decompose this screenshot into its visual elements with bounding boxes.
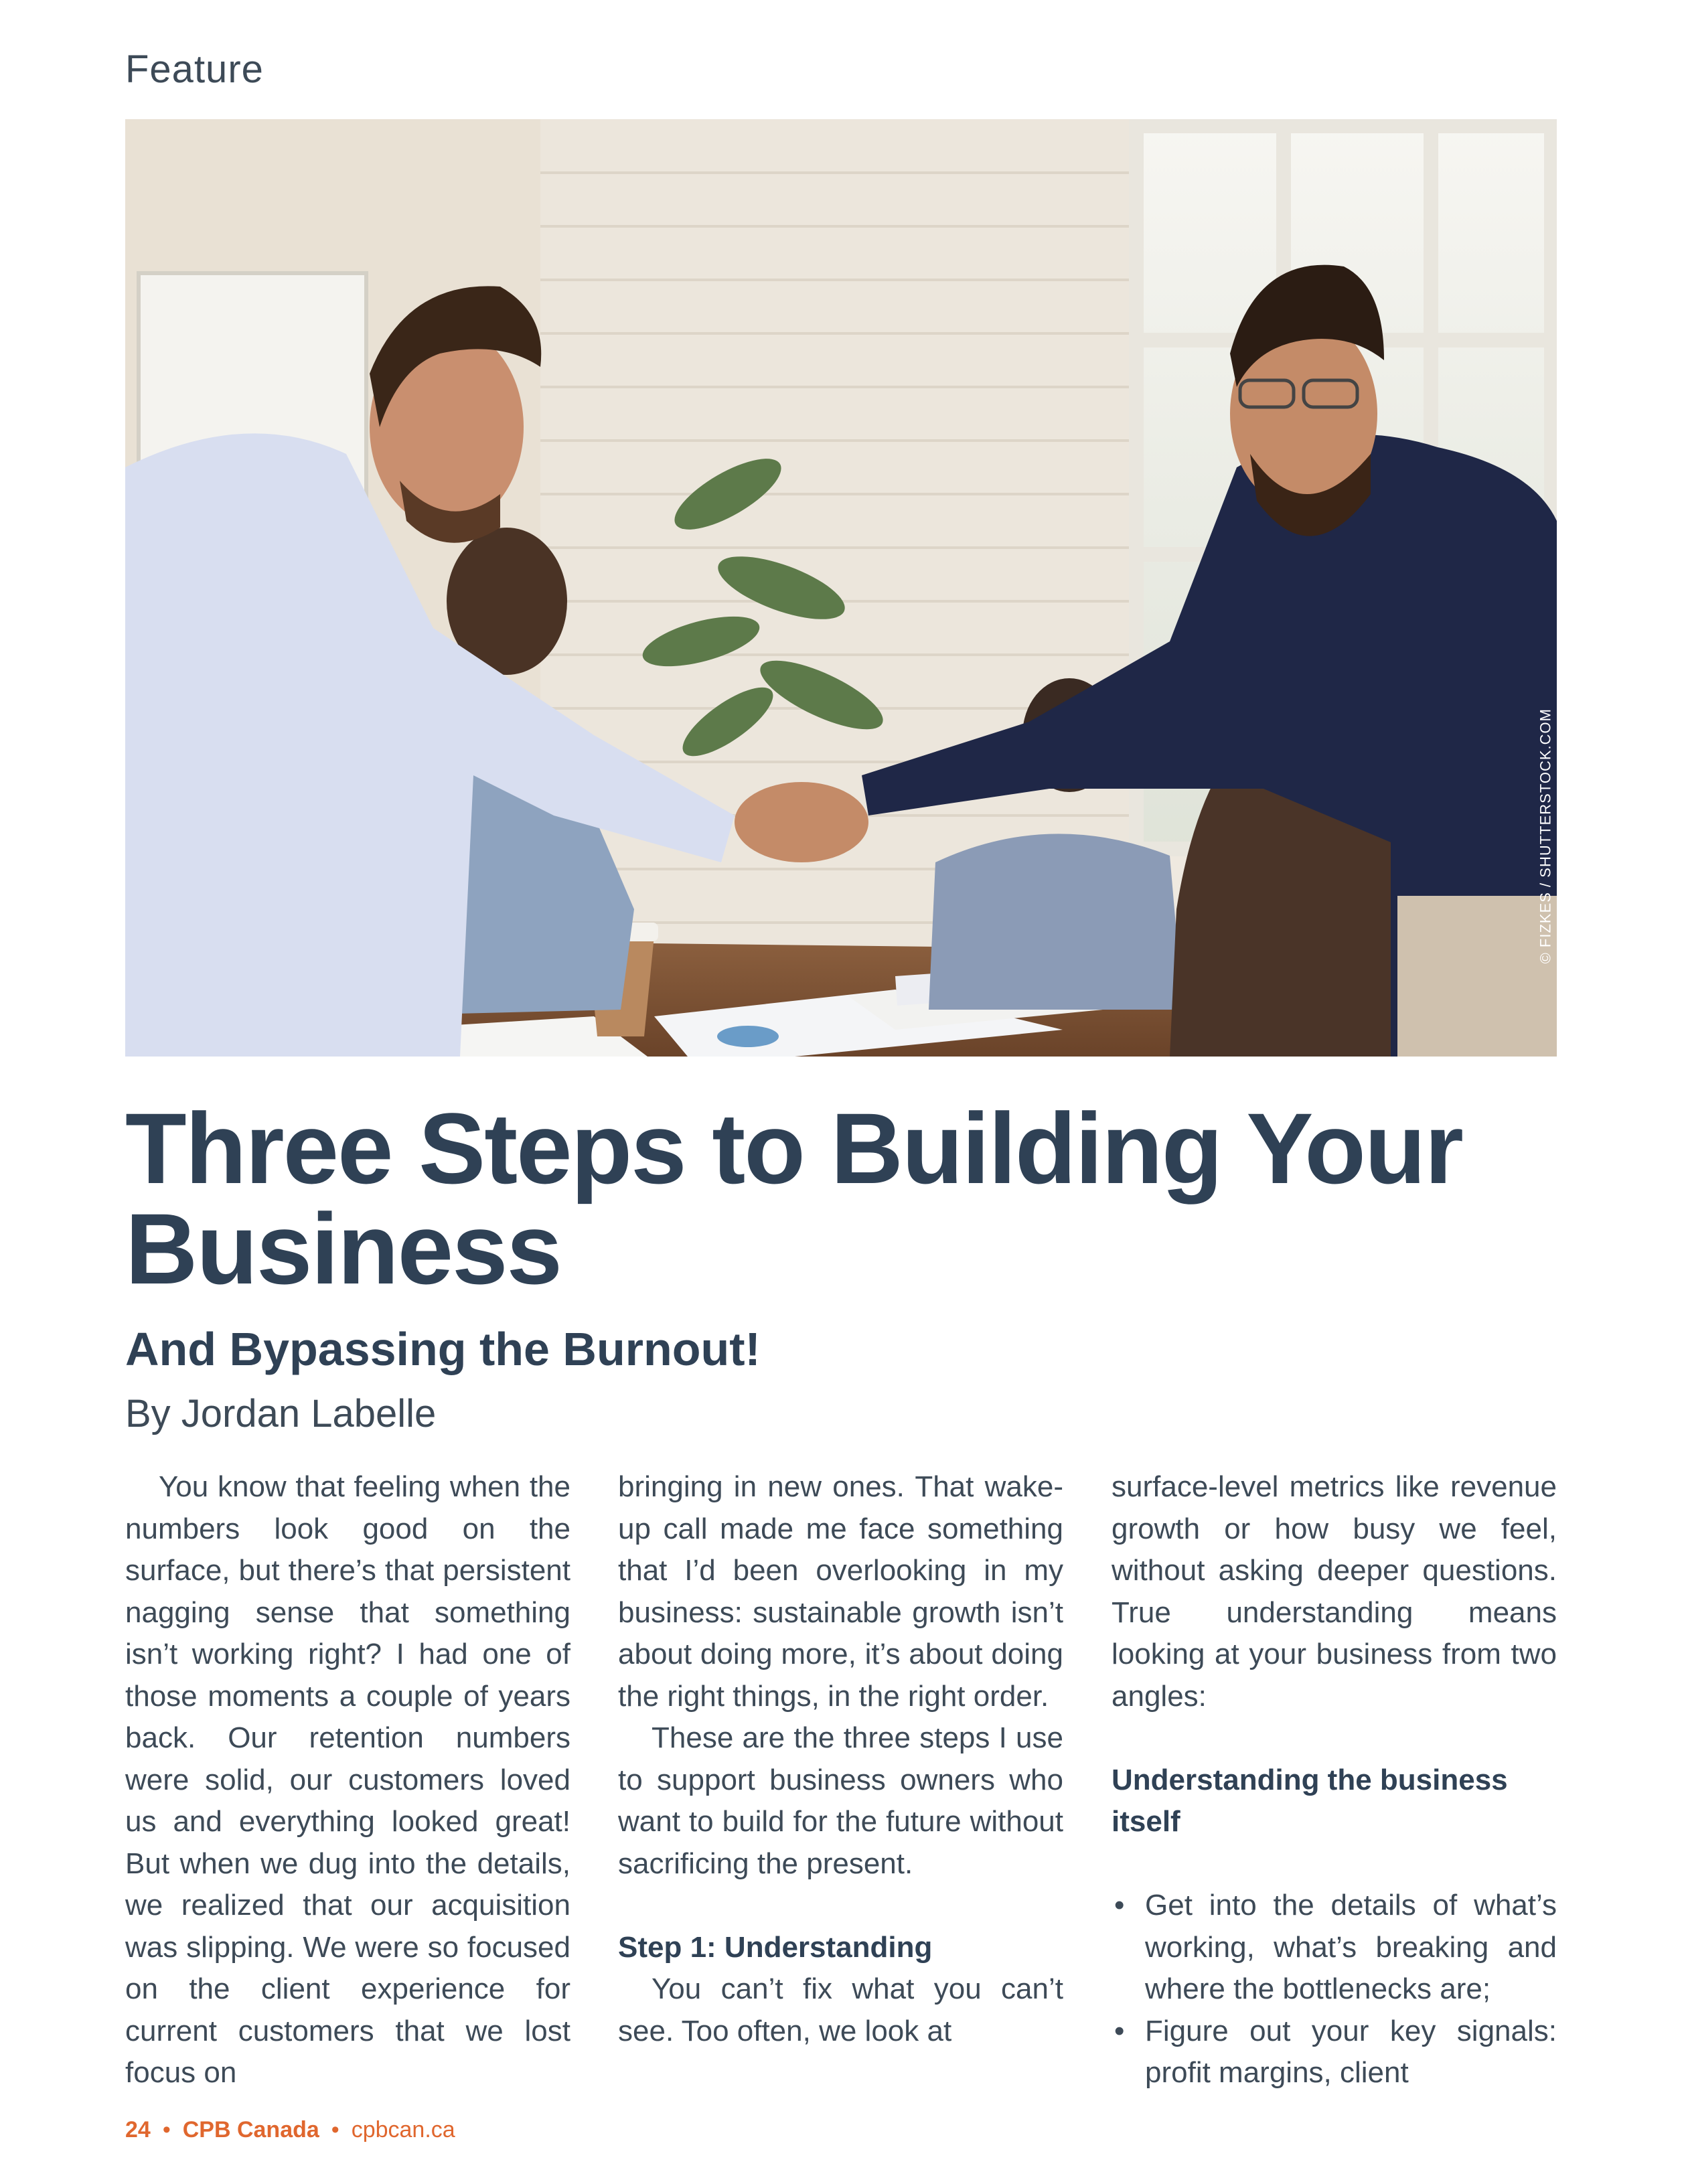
spacer: [618, 1885, 1063, 1927]
section-label: Feature: [125, 48, 264, 91]
article-column-2: [618, 1466, 1063, 2052]
bullet-list: [1112, 1885, 1557, 2094]
section-heading: Understanding the business itself: [1112, 1763, 1508, 1838]
paragraph: These are the three steps I use to support business owners who want to build for the future without sacrificing the present.: [618, 1721, 1063, 1880]
article-subtitle: And Bypassing the Burnout!: [125, 1323, 761, 1375]
paragraph: surface-level metrics like revenue growth or how busy we feel, without asking deeper questions. True understanding means looking at your business from two angles:: [1112, 1470, 1557, 1713]
spacer: [1112, 1717, 1557, 1760]
paragraph: bringing in new ones. That wake-up call made me face something that I’d been overlooking in my business: sustainable growth isn’t about doing more, it’s about doing the right things, in the right order.: [618, 1470, 1063, 1713]
bullet-separator-icon: •: [331, 2117, 339, 2142]
publication-name: CPB Canada: [182, 2117, 319, 2142]
paragraph: You know that feeling when the numbers look good on the surface, but there’s that persistent nagging sense that something isn’t working right? I had one of those moments a couple of years back. Our retention numbers were solid, our customers loved us and everything looked great! But when we dug into the details, we realized that our acquisition was slipping. We were so focused on the client experience for current customers that we lost focus on: [125, 1470, 570, 2089]
article-title: Three Steps to Building Your Business: [125, 1092, 1462, 1305]
bullet-separator-icon: •: [162, 2117, 171, 2142]
page-footer: [125, 2117, 455, 2143]
section-heading: Step 1: Understanding: [618, 1930, 933, 1964]
handshake-illustration: [125, 119, 1557, 1057]
article-byline: By Jordan Labelle: [125, 1392, 437, 1435]
article-column-3: [1112, 1466, 1557, 2094]
hero-photo: [125, 119, 1557, 1057]
page-number: 24: [125, 2117, 151, 2142]
list-item: • Figure out your key signals: profit margins, client: [1112, 2011, 1557, 2094]
website-link[interactable]: cpbcan.ca: [351, 2117, 455, 2142]
article-column-1: [125, 1466, 570, 2094]
paragraph: You can’t fix what you can’t see. Too often, we look at: [618, 1972, 1063, 2047]
spacer: [1112, 1843, 1557, 1885]
photo-credit: © FIZKES / SHUTTERSTOCK.COM: [1537, 708, 1553, 964]
list-item: • Get into the details of what’s working, what’s breaking and where the bottlenecks are;: [1112, 1885, 1557, 2011]
